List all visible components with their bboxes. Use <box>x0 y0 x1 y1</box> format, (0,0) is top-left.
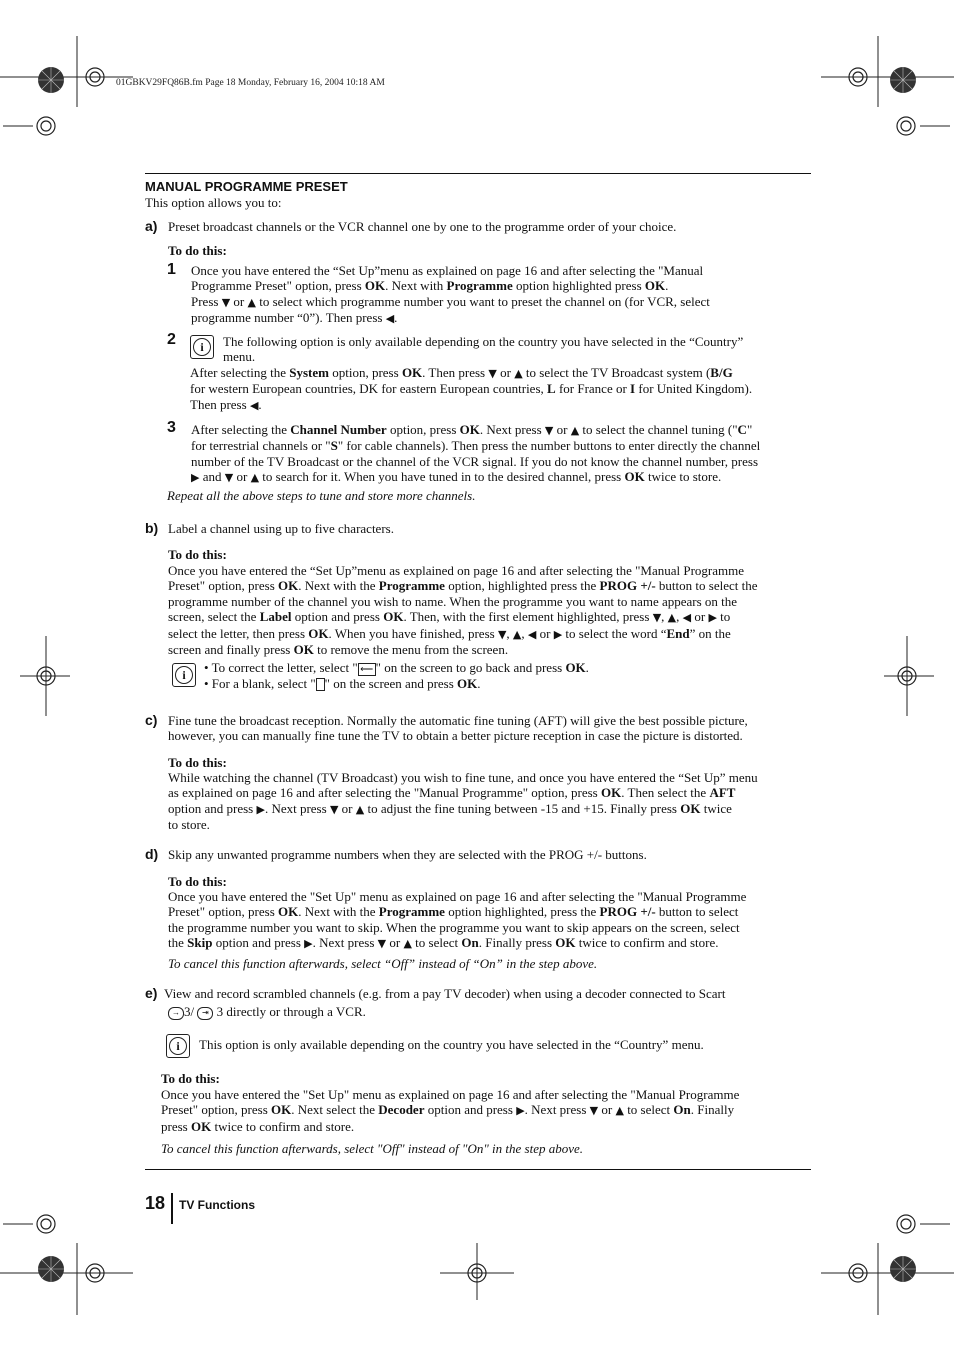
item-a-repeat: Repeat all the above steps to tune and store more channels. <box>167 488 476 503</box>
arrow-up-icon: ▲ <box>514 367 523 380</box>
step-2-number: 2 <box>167 331 176 348</box>
item-e-cancel: To cancel this function afterwards, select "Off" instead of "On" in the step above. <box>161 1141 584 1156</box>
scart-in-icon: → <box>168 1007 184 1020</box>
arrow-right-icon: ▶ <box>191 471 200 485</box>
blank-icon <box>316 678 325 691</box>
item-b-tips: • To correct the letter, select " ⟵ " on the screen to go back and press OK. • For a blank, select " " on the screen and press OK. <box>204 660 589 691</box>
arrow-down-icon: ▼ <box>488 367 497 380</box>
item-e-letter: e) <box>145 985 158 1001</box>
section-title: MANUAL PROGRAMME PRESET <box>145 179 348 194</box>
arrow-down-icon: ▼ <box>544 424 554 437</box>
item-c-todo: To do this: <box>168 755 227 770</box>
file-header: 01GBKV29FQ86B.fm Page 18 Monday, February 16, 2004 10:18 AM <box>116 78 385 88</box>
step-2-text: After selecting the System option, press OK. Then press ▼ or ▲ to select the TV Broadcast system (B/G for western European countries, DK for eastern European countries, L for France or I for United Kingdom). Then press ◀. <box>190 365 753 412</box>
info-icon: i <box>190 335 214 359</box>
item-b-letter: b) <box>145 520 159 536</box>
step-1-number: 1 <box>167 261 176 278</box>
step-2-note: The following option is only available depending on the country you have selected in the “Country” menu. <box>223 334 744 365</box>
item-c-letter: c) <box>145 712 158 728</box>
arrow-left-icon: ◀ <box>385 312 395 326</box>
item-d-desc: Skip any unwanted programme numbers when they are selected with the PROG +/- buttons. <box>168 847 647 862</box>
item-a-desc: Preset broadcast channels or the VCR channel one by one to the programme order of your choice. <box>168 219 677 234</box>
arrow-up-icon: ▲ <box>570 424 580 437</box>
item-d-text: Once you have entered the "Set Up" menu as explained on page 16 and after selecting the "Manual Programme Preset" option, press OK. Next with the Programme option highlighted, press the PROG +/- button to select the programme number you want to skip. When the programme you want to skip appears on the screen, select the Skip option and press ▶. Next press ▼ or ▲ to select On. Finally press OK twice to confirm and store. <box>168 889 747 951</box>
section-intro: This option allows you to: <box>145 195 282 210</box>
item-c-text: While watching the channel (TV Broadcast) you wish to fine tune, and once you have entered the “Set Up” menu as explained on page 16 and after selecting the "Manual Programme" option, press OK. Then select the AFT option and press ▶. Next press ▼ or ▲ to adjust the fine tuning between -15 and +15. Finally press OK twice to store. <box>168 770 758 833</box>
top-rule <box>145 173 811 174</box>
item-e-desc-1: View and record scrambled channels (e.g. from a pay TV decoder) when using a decoder connected to Scart <box>164 986 726 1001</box>
item-b-text: Once you have entered the “Set Up”menu as explained on page 16 and after selecting the "Manual Programme Preset" option, press OK. Next with the Programme option, highlighted press the PROG +/- button to select the programme number of the channel you wish to name. When the programme you want to name appears on the screen, select the Label option and press OK. Then, with the first element highlighted, press ▼, ▲, ◀ or ▶ to select the letter, then press OK. When you have finished, press ▼, ▲, ◀ or ▶ to select the word “End” on the screen and finally press OK to remove the menu from the screen. <box>168 563 758 658</box>
arrow-up-icon: ▲ <box>247 295 256 309</box>
item-e-info: This option is only available depending on the country you have selected in the “Country” menu. <box>199 1037 704 1052</box>
item-c-desc-1: Fine tune the broadcast reception. Normally the automatic fine tuning (AFT) will give the best possible picture, <box>168 713 748 728</box>
item-d-letter: d) <box>145 846 159 862</box>
item-b-todo: To do this: <box>168 547 227 562</box>
item-a-letter: a) <box>145 218 158 234</box>
bottom-rule <box>145 1169 811 1170</box>
item-c-desc-2: however, you can manually fine tune the TV to obtain a better picture reception in case the picture is distorted. <box>168 728 743 743</box>
arrow-up-icon: ▲ <box>250 471 260 485</box>
scart-out-icon: ⇥ <box>197 1007 213 1020</box>
item-b-desc: Label a channel using up to five characters. <box>168 521 394 536</box>
item-d-cancel: To cancel this function afterwards, select “Off” instead of “On” in the step above. <box>168 956 598 971</box>
arrow-down-icon: ▼ <box>224 471 234 485</box>
page-number: 18 <box>145 1193 166 1213</box>
step-3-number: 3 <box>167 419 176 436</box>
step-1-text: Once you have entered the “Set Up”menu as explained on page 16 and after selecting the "Manual Programme Preset" option, press OK. Next with Programme option highlighted press OK. Press ▼ or ▲ to select which programme number you want to preset the channel on (for VCR, select programme number “0”). Then press ◀. <box>191 263 710 326</box>
backspace-icon: ⟵ <box>358 663 376 676</box>
item-d-todo: To do this: <box>168 874 227 889</box>
item-e-text: Once you have entered the "Set Up" menu as explained on page 16 and after selecting the "Manual Programme Preset" option, press OK. Next select the Decoder option and press ▶. Next press ▼ or ▲ to select On. Finally press OK twice to confirm and store. <box>161 1087 740 1134</box>
item-a-todo: To do this: <box>168 243 227 258</box>
info-icon: i <box>172 663 196 687</box>
item-e-desc-2-line: → 3/ ⇥ 3 directly or through a VCR. <box>168 1004 366 1020</box>
arrow-down-icon: ▼ <box>221 295 231 309</box>
arrow-left-icon: ◀ <box>249 398 259 412</box>
footer-section-name: TV Functions <box>179 1198 255 1212</box>
item-e-todo: To do this: <box>161 1071 220 1086</box>
footer-divider <box>171 1193 173 1224</box>
info-icon: i <box>166 1034 190 1058</box>
step-3-text: After selecting the Channel Number option, press OK. Next press ▼ or ▲ to select the channel tuning ("C" for terrestrial channels or "S" for cable channels). Then press the number buttons to enter directly the channel number of the TV Broadcast or the channel of the VCR signal. If you do not know the channel number, press ▶ and ▼ or ▲ to search for it. When you have tuned in to the desired channel, press OK twice to store. <box>191 422 761 485</box>
